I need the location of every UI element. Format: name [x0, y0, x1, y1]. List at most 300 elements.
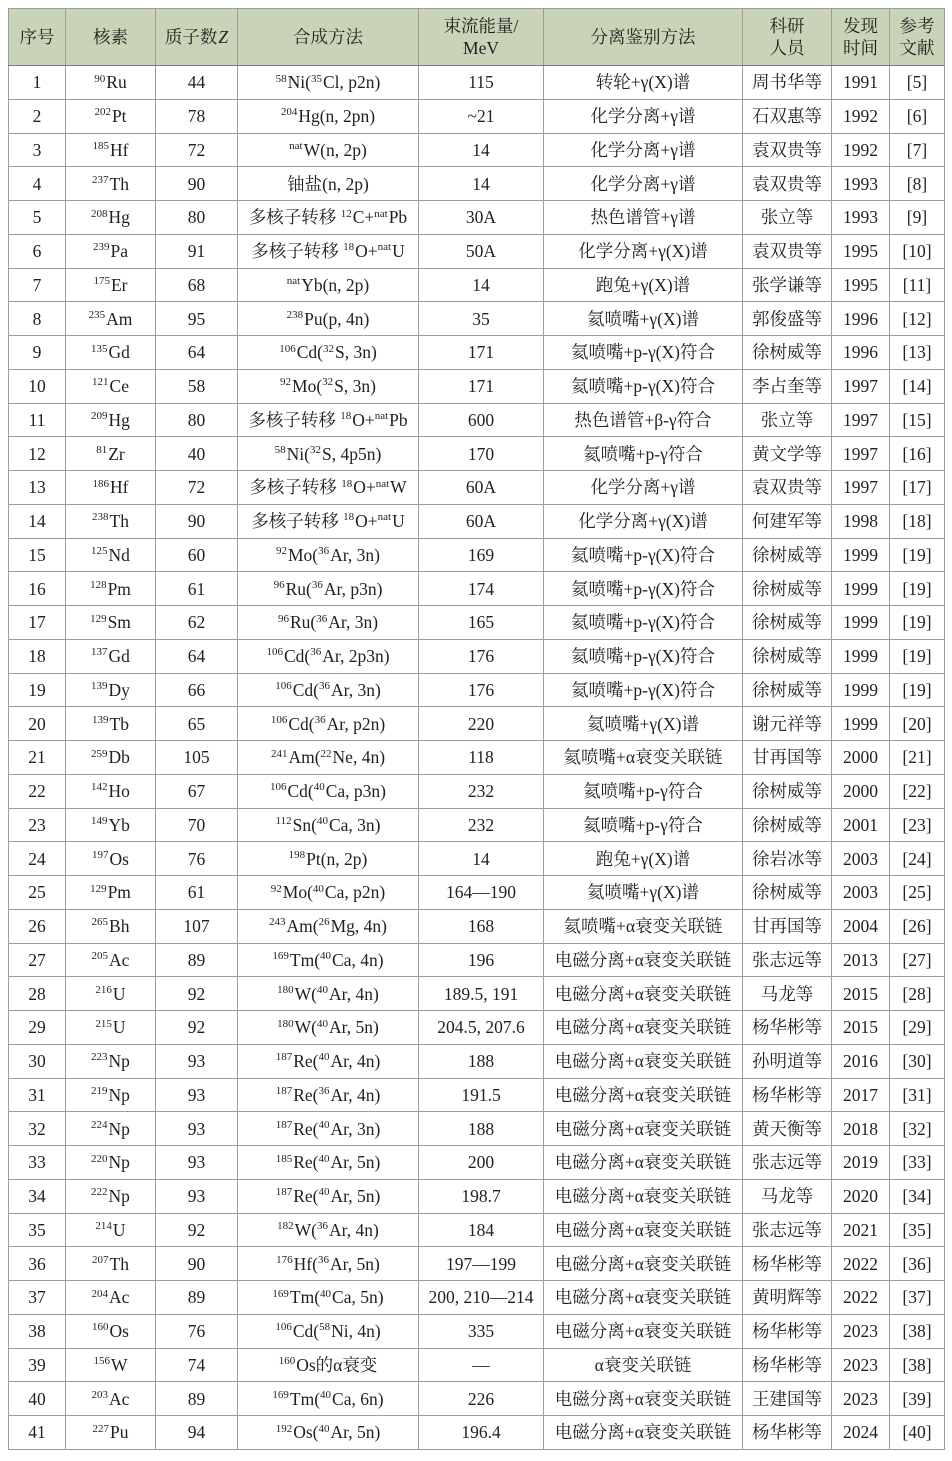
researchers-text: 杨华彬等 — [752, 1084, 822, 1105]
discovery-year-value: 1993 — [843, 207, 878, 228]
cell-researchers — [743, 943, 832, 977]
discovery-year-value: 2004 — [843, 916, 878, 937]
synthesis-method-text: Ar, 2p3n) — [322, 646, 390, 667]
index-value: 27 — [28, 949, 46, 970]
cell-reference — [890, 943, 945, 977]
researchers-text: 杨华彬等 — [752, 1017, 822, 1038]
cell-separation-method — [544, 639, 743, 673]
cell-nuclide — [66, 707, 156, 741]
synthesis-method-superscript: 40 — [317, 983, 328, 996]
cell-separation-method — [544, 707, 743, 741]
cell-reference — [890, 842, 945, 876]
separation-method-text: 热色谱管+γ谱 — [590, 207, 696, 228]
synthesis-method-superscript: 106 — [275, 1321, 292, 1334]
cell-synthesis-method — [238, 1382, 419, 1416]
proton-number-value: 61 — [187, 882, 206, 903]
reference-value: [7] — [906, 139, 928, 160]
nuclide-element-symbol: Np — [108, 1084, 130, 1105]
table-row — [9, 606, 945, 640]
synthesis-method-superscript: nat — [377, 241, 392, 254]
index-value: 28 — [28, 983, 46, 1004]
cell-synthesis-method — [238, 943, 419, 977]
separation-method-text: 电磁分离+α衰变关联链 — [554, 949, 732, 970]
cell-separation-method — [544, 234, 743, 268]
cell-beam-energy — [419, 538, 544, 572]
cell-index — [9, 538, 66, 572]
nuclide-mass-number: 125 — [91, 545, 108, 558]
cell-researchers — [743, 1078, 832, 1112]
nuclide-element-symbol: Pm — [107, 882, 131, 903]
synthesis-method-text: O+ — [352, 409, 375, 430]
reference-value: [19] — [902, 578, 932, 599]
synthesis-method-superscript: 40 — [316, 815, 328, 828]
cell-nuclide — [66, 606, 156, 640]
cell-synthesis-method — [238, 167, 419, 201]
synthesis-method-text: O+ — [355, 241, 378, 262]
cell-separation-method — [544, 1416, 743, 1450]
header-nuclide — [66, 9, 156, 66]
cell-nuclide — [66, 1348, 156, 1382]
reference-value: [26] — [902, 916, 932, 937]
cell-reference — [890, 99, 945, 133]
discovery-year-value: 2000 — [843, 781, 878, 802]
discovery-year-value: 1995 — [843, 274, 878, 295]
cell-synthesis-method — [238, 707, 419, 741]
cell-discovery-year — [832, 977, 890, 1011]
cell-proton-number — [156, 741, 238, 775]
index-value: 4 — [32, 173, 42, 194]
nuclide-mass-number: 121 — [92, 376, 109, 389]
nuclide-element-symbol: Hf — [110, 139, 129, 160]
index-value: 21 — [28, 747, 46, 768]
table-row — [9, 1146, 945, 1180]
cell-nuclide — [66, 268, 156, 302]
cell-nuclide — [66, 774, 156, 808]
reference-value: [20] — [902, 713, 932, 734]
cell-reference — [890, 1314, 945, 1348]
proton-number-value: 89 — [187, 1287, 206, 1308]
separation-method-text: 氦喷嘴+p-γ(X)符合 — [571, 679, 715, 700]
nuclide-mass-number: 160 — [92, 1321, 109, 1334]
cell-synthesis-method — [238, 99, 419, 133]
table-row — [9, 1011, 945, 1045]
synthesis-method-text: Re( — [293, 1186, 319, 1207]
reference-value: [34] — [902, 1186, 932, 1207]
researchers-text: 徐树威等 — [752, 612, 822, 633]
synthesis-method-text: Hg(n, 2pn) — [298, 106, 376, 127]
beam-energy-value: 176 — [467, 646, 495, 667]
nuclide-mass-number: 90 — [94, 72, 106, 85]
proton-number-value: 90 — [187, 1253, 206, 1274]
table-row — [9, 369, 945, 403]
index-value: 19 — [28, 679, 46, 700]
cell-separation-method — [544, 437, 743, 471]
nuclide-mass-number: 139 — [92, 713, 109, 726]
index-value: 2 — [32, 106, 42, 127]
cell-researchers — [743, 572, 832, 606]
nuclide-discovery-table — [8, 8, 945, 1450]
cell-nuclide — [66, 538, 156, 572]
beam-energy-value: 30A — [465, 207, 497, 228]
index-value: 5 — [32, 207, 42, 228]
synthesis-method-text: Pb — [388, 207, 408, 228]
nuclide-mass-number: 223 — [91, 1051, 108, 1064]
cell-reference — [890, 606, 945, 640]
nuclide-element-symbol: Np — [108, 1118, 130, 1139]
separation-method-text: 化学分离+γ(X)谱 — [578, 511, 708, 532]
cell-discovery-year — [832, 1044, 890, 1078]
cell-beam-energy — [419, 1112, 544, 1146]
cell-synthesis-method — [238, 1281, 419, 1315]
researchers-text: 王建国等 — [752, 1388, 822, 1409]
index-value: 31 — [28, 1084, 46, 1105]
synthesis-method-text: Ni, 4n) — [331, 1321, 381, 1342]
researchers-text: 张志远等 — [752, 949, 822, 970]
nuclide-mass-number: 209 — [91, 410, 108, 423]
nuclide-mass-number: 219 — [91, 1085, 108, 1098]
table-row — [9, 538, 945, 572]
nuclide-element-symbol: U — [112, 1219, 126, 1240]
beam-energy-value: 188 — [467, 1051, 495, 1072]
synthesis-method-text: Re( — [293, 1152, 319, 1173]
discovery-year-value: 1999 — [843, 612, 878, 633]
nuclide-element-symbol: Pa — [110, 241, 128, 262]
header-separation-method-label: 分离鉴别方法 — [590, 27, 696, 47]
cell-discovery-year — [832, 1314, 890, 1348]
reference-value: [37] — [902, 1287, 932, 1308]
cell-researchers — [743, 133, 832, 167]
nuclide-element-symbol: Hf — [110, 477, 129, 498]
reference-value: [31] — [902, 1084, 932, 1105]
synthesis-method-superscript: nat — [374, 207, 388, 220]
cell-synthesis-method — [238, 504, 419, 538]
synthesis-method-superscript: 22 — [320, 747, 332, 760]
synthesis-method-superscript: 169 — [272, 1388, 289, 1401]
synthesis-method-text: Ar, 4n) — [330, 1084, 381, 1105]
cell-separation-method — [544, 336, 743, 370]
cell-beam-energy — [419, 201, 544, 235]
cell-beam-energy — [419, 369, 544, 403]
header-discovery-year-line-1: 发现 — [843, 16, 878, 36]
cell-discovery-year — [832, 133, 890, 167]
cell-discovery-year — [832, 1416, 890, 1450]
nuclide-element-symbol: Os — [109, 1321, 129, 1342]
cell-researchers — [743, 741, 832, 775]
beam-energy-value: 335 — [467, 1321, 495, 1342]
index-value: 14 — [28, 511, 46, 532]
cell-beam-energy — [419, 133, 544, 167]
proton-number-value: 60 — [187, 544, 206, 565]
proton-number-value: 44 — [187, 72, 206, 93]
synthesis-method-text: Mo( — [292, 376, 323, 397]
cell-proton-number — [156, 707, 238, 741]
index-value: 11 — [28, 409, 46, 430]
synthesis-method-superscript: 176 — [276, 1253, 293, 1266]
table-row — [9, 403, 945, 437]
cell-reference — [890, 268, 945, 302]
cell-beam-energy — [419, 504, 544, 538]
cell-synthesis-method — [238, 336, 419, 370]
synthesis-method-text: Ar, 4n) — [329, 1219, 379, 1240]
beam-energy-value: 170 — [467, 443, 495, 464]
index-value: 30 — [28, 1051, 46, 1072]
reference-value: [10] — [902, 241, 932, 262]
index-value: 13 — [28, 477, 46, 498]
nuclide-element-symbol: Er — [110, 274, 128, 295]
synthesis-method-superscript: 40 — [320, 1388, 332, 1401]
discovery-year-value: 1992 — [843, 139, 878, 160]
synthesis-method-text: Re( — [293, 1118, 319, 1139]
researchers-text: 张立等 — [760, 409, 814, 430]
synthesis-method-superscript: 18 — [343, 511, 355, 524]
nuclide-mass-number: 220 — [91, 1152, 108, 1165]
synthesis-method-superscript: 36 — [314, 713, 326, 726]
synthesis-method-text: Ar, 5n) — [330, 1186, 381, 1207]
cell-researchers — [743, 538, 832, 572]
cell-researchers — [743, 707, 832, 741]
researchers-text: 徐树威等 — [752, 544, 822, 565]
synthesis-method-superscript: nat — [289, 140, 303, 153]
cell-nuclide — [66, 1078, 156, 1112]
cell-beam-energy — [419, 977, 544, 1011]
table-row — [9, 842, 945, 876]
table-row — [9, 437, 945, 471]
proton-number-value: 65 — [187, 713, 206, 734]
separation-method-text: 氦喷嘴+α衰变关联链 — [563, 916, 723, 937]
cell-synthesis-method — [238, 774, 419, 808]
proton-number-value: 92 — [187, 1017, 206, 1038]
cell-researchers — [743, 842, 832, 876]
nuclide-mass-number: 186 — [92, 477, 110, 490]
researchers-text: 徐岩冰等 — [752, 848, 822, 869]
reference-value: [39] — [902, 1388, 932, 1409]
synthesis-method-superscript: 187 — [275, 1051, 293, 1064]
table-row — [9, 1213, 945, 1247]
synthesis-method-superscript: 40 — [312, 882, 324, 895]
cell-discovery-year — [832, 1247, 890, 1281]
discovery-year-value: 1999 — [843, 578, 878, 599]
synthesis-method-text: Ar, 5n) — [330, 1152, 381, 1173]
cell-discovery-year — [832, 268, 890, 302]
cell-beam-energy — [419, 234, 544, 268]
cell-beam-energy — [419, 1247, 544, 1281]
synthesis-method-text: Ca, p3n) — [325, 781, 387, 802]
discovery-year-value: 2017 — [843, 1084, 878, 1105]
cell-proton-number — [156, 167, 238, 201]
synthesis-method-superscript: 106 — [266, 646, 283, 659]
cell-proton-number — [156, 302, 238, 336]
cell-proton-number — [156, 1011, 238, 1045]
proton-number-value: 89 — [187, 1388, 206, 1409]
reference-value: [28] — [902, 983, 932, 1004]
index-value: 23 — [28, 814, 46, 835]
cell-researchers — [743, 1213, 832, 1247]
cell-reference — [890, 133, 945, 167]
cell-index — [9, 1044, 66, 1078]
nuclide-element-symbol: Hg — [108, 207, 130, 228]
discovery-year-value: 1998 — [843, 511, 878, 532]
cell-proton-number — [156, 606, 238, 640]
discovery-year-value: 2023 — [843, 1321, 878, 1342]
cell-nuclide — [66, 1011, 156, 1045]
reference-value: [27] — [902, 949, 932, 970]
cell-synthesis-method — [238, 876, 419, 910]
proton-number-value: 58 — [187, 376, 206, 397]
cell-index — [9, 1213, 66, 1247]
cell-index — [9, 133, 66, 167]
cell-researchers — [743, 471, 832, 505]
nuclide-element-symbol: Tb — [109, 713, 129, 734]
proton-number-value: 76 — [187, 848, 206, 869]
cell-discovery-year — [832, 707, 890, 741]
beam-energy-value: 60A — [465, 511, 497, 532]
cell-nuclide — [66, 673, 156, 707]
synthesis-method-superscript: 192 — [275, 1422, 293, 1435]
cell-reference — [890, 774, 945, 808]
cell-separation-method — [544, 1281, 743, 1315]
nuclide-mass-number: 259 — [91, 747, 108, 760]
cell-index — [9, 99, 66, 133]
researchers-text: 张志远等 — [752, 1152, 822, 1173]
beam-energy-value: 188 — [467, 1118, 495, 1139]
separation-method-text: 氦喷嘴+p-γ(X)符合 — [571, 376, 715, 397]
synthesis-method-superscript: 198 — [288, 848, 306, 861]
discovery-year-value: 2016 — [843, 1051, 878, 1072]
reference-value: [32] — [902, 1118, 932, 1139]
cell-beam-energy — [419, 943, 544, 977]
synthesis-method-text: Ru( — [289, 612, 317, 633]
separation-method-text: 电磁分离+α衰变关联链 — [554, 1219, 732, 1240]
index-value: 40 — [28, 1388, 46, 1409]
cell-synthesis-method — [238, 538, 419, 572]
reference-value: [13] — [902, 342, 932, 363]
cell-proton-number — [156, 1382, 238, 1416]
synthesis-method-text: Ni( — [287, 72, 311, 93]
synthesis-method-superscript: 36 — [317, 1253, 329, 1266]
cell-proton-number — [156, 1348, 238, 1382]
cell-index — [9, 504, 66, 538]
synthesis-method-superscript: 36 — [318, 1085, 330, 1098]
cell-beam-energy — [419, 876, 544, 910]
synthesis-method-superscript: 40 — [318, 1152, 330, 1165]
nuclide-element-symbol: Yb — [108, 814, 130, 835]
table-row — [9, 1382, 945, 1416]
researchers-text: 杨华彬等 — [752, 1422, 822, 1443]
cell-separation-method — [544, 133, 743, 167]
cell-researchers — [743, 1247, 832, 1281]
discovery-year-value: 2003 — [843, 848, 878, 869]
cell-proton-number — [156, 572, 238, 606]
separation-method-text: 电磁分离+α衰变关联链 — [554, 1118, 732, 1139]
discovery-year-value: 1993 — [843, 173, 878, 194]
beam-energy-value: 226 — [467, 1388, 495, 1409]
nuclide-mass-number: 207 — [92, 1253, 109, 1266]
cell-index — [9, 639, 66, 673]
synthesis-method-superscript: 204 — [280, 106, 298, 119]
nuclide-mass-number: 204 — [91, 1287, 109, 1300]
cell-beam-energy — [419, 606, 544, 640]
cell-proton-number — [156, 369, 238, 403]
cell-reference — [890, 1247, 945, 1281]
cell-separation-method — [544, 741, 743, 775]
cell-discovery-year — [832, 1078, 890, 1112]
proton-number-value: 93 — [187, 1152, 206, 1173]
reference-value: [12] — [902, 308, 932, 329]
cell-discovery-year — [832, 66, 890, 100]
cell-discovery-year — [832, 504, 890, 538]
nuclide-element-symbol: Dy — [108, 679, 130, 700]
beam-energy-value: 60A — [465, 477, 497, 498]
index-value: 37 — [28, 1287, 46, 1308]
table-row — [9, 66, 945, 100]
nuclide-element-symbol: Ce — [109, 376, 129, 397]
reference-value: [19] — [902, 544, 932, 565]
cell-reference — [890, 741, 945, 775]
separation-method-text: 电磁分离+α衰变关联链 — [554, 1253, 732, 1274]
cell-separation-method — [544, 909, 743, 943]
synthesis-method-text: Cd( — [296, 342, 323, 363]
beam-energy-value: 50A — [465, 241, 497, 262]
cell-reference — [890, 977, 945, 1011]
cell-separation-method — [544, 201, 743, 235]
cell-researchers — [743, 774, 832, 808]
synthesis-method-superscript: 58 — [274, 443, 286, 456]
cell-researchers — [743, 1146, 832, 1180]
nuclide-mass-number: 227 — [92, 1422, 109, 1435]
cell-proton-number — [156, 99, 238, 133]
reference-value: [16] — [902, 443, 932, 464]
synthesis-method-text: O+ — [355, 511, 378, 532]
cell-discovery-year — [832, 639, 890, 673]
separation-method-text: 化学分离+γ(X)谱 — [578, 241, 708, 262]
cell-proton-number — [156, 876, 238, 910]
cell-synthesis-method — [238, 1247, 419, 1281]
cell-reference — [890, 403, 945, 437]
synthesis-method-text: 多核子转移 — [251, 241, 344, 262]
index-value: 1 — [32, 72, 42, 93]
cell-index — [9, 977, 66, 1011]
cell-synthesis-method — [238, 1179, 419, 1213]
cell-separation-method — [544, 1382, 743, 1416]
cell-beam-energy — [419, 808, 544, 842]
beam-energy-value: 220 — [467, 713, 495, 734]
synthesis-method-text: Pb — [389, 409, 408, 430]
cell-reference — [890, 201, 945, 235]
synthesis-method-superscript: nat — [377, 511, 392, 524]
nuclide-mass-number: 129 — [90, 612, 107, 625]
cell-proton-number — [156, 1146, 238, 1180]
nuclide-element-symbol: Pu — [110, 1422, 129, 1443]
header-researchers — [743, 9, 832, 66]
researchers-text: 李占奎等 — [752, 376, 822, 397]
cell-separation-method — [544, 167, 743, 201]
cell-separation-method — [544, 268, 743, 302]
separation-method-text: 氦喷嘴+p-γ(X)符合 — [571, 612, 715, 633]
nuclide-element-symbol: Hg — [108, 409, 130, 430]
nuclide-element-symbol: Am — [106, 308, 133, 329]
cell-proton-number — [156, 268, 238, 302]
cell-synthesis-method — [238, 403, 419, 437]
cell-discovery-year — [832, 1348, 890, 1382]
proton-number-value: 93 — [187, 1118, 206, 1139]
header-proton-number-label: 质子数 — [164, 27, 218, 47]
cell-proton-number — [156, 504, 238, 538]
discovery-year-value: 1999 — [843, 646, 878, 667]
cell-nuclide — [66, 504, 156, 538]
cell-discovery-year — [832, 403, 890, 437]
cell-researchers — [743, 234, 832, 268]
nuclide-element-symbol: Np — [108, 1186, 130, 1207]
